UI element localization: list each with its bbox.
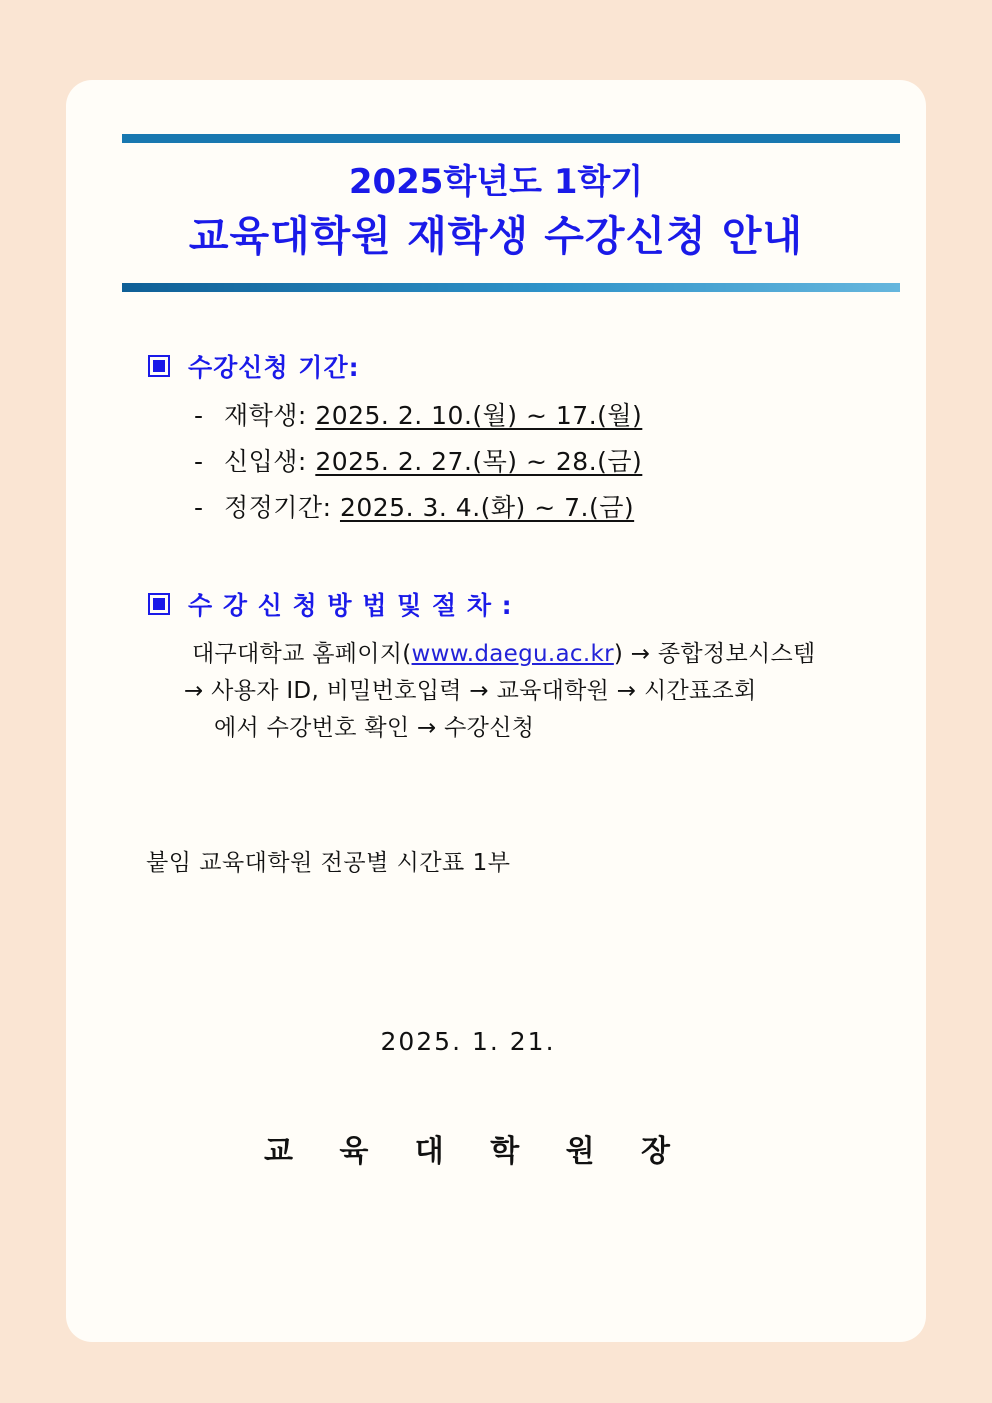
homepage-link[interactable]: www.daegu.ac.kr (411, 640, 614, 667)
list-label-2: 신입생: (223, 446, 307, 476)
list-dash-3: - (194, 492, 204, 522)
section-heading-period-label: 수강신청 기간: (188, 352, 360, 382)
list-label-1: 재학생: (223, 400, 307, 430)
header-rule-bottom (122, 283, 900, 292)
notice-body (122, 348, 870, 1170)
page-title (122, 143, 870, 271)
procedure-line-1 (192, 636, 870, 673)
list-value-2: 2025. 2. 27.(목) ~ 28.(금) (315, 446, 643, 476)
attachment-note: 붙임 교육대학원 전공별 시간표 1부 (146, 849, 511, 876)
section-heading-procedure-label: 수 강 신 청 방 법 및 절 차 : (188, 590, 513, 620)
procedure-line-2: → 사용자 ID, 비밀번호입력 → 교육대학원 → 시간표조회 (184, 678, 757, 705)
list-item (194, 442, 870, 478)
notice-content (66, 80, 926, 1342)
list-dash-1: - (194, 400, 204, 430)
procedure-line-1-pre: 대구대학교 홈페이지( (192, 640, 412, 667)
procedure-text (122, 636, 870, 748)
spacer (122, 534, 870, 586)
list-dash-2: - (194, 446, 204, 476)
notice-page (66, 80, 926, 1342)
issue-date: 2025. 1. 21. (380, 1026, 556, 1056)
title-line-2: 교육대학원 재학생 수강신청 안내 (188, 211, 804, 260)
square-bullet-icon (148, 355, 170, 377)
list-label-3: 정정기간: (223, 492, 332, 522)
list-item (194, 488, 870, 524)
signature-line: 교 육 대 학 원 장 (263, 1133, 689, 1169)
list-item (194, 396, 870, 432)
square-bullet-icon (148, 593, 170, 615)
procedure-line-1-post: ) → 종합정보시스템 (613, 640, 816, 667)
procedure-line-3: 에서 수강번호 확인 → 수강신청 (214, 715, 535, 742)
section-heading-period (148, 348, 870, 384)
title-line-1: 2025학년도 1학기 (348, 162, 644, 202)
section-heading-procedure (148, 586, 870, 622)
period-list (122, 396, 870, 524)
list-value-3: 2025. 3. 4.(화) ~ 7.(금) (339, 492, 635, 522)
list-value-1: 2025. 2. 10.(월) ~ 17.(월) (315, 400, 643, 430)
header-rule-top (122, 134, 900, 143)
